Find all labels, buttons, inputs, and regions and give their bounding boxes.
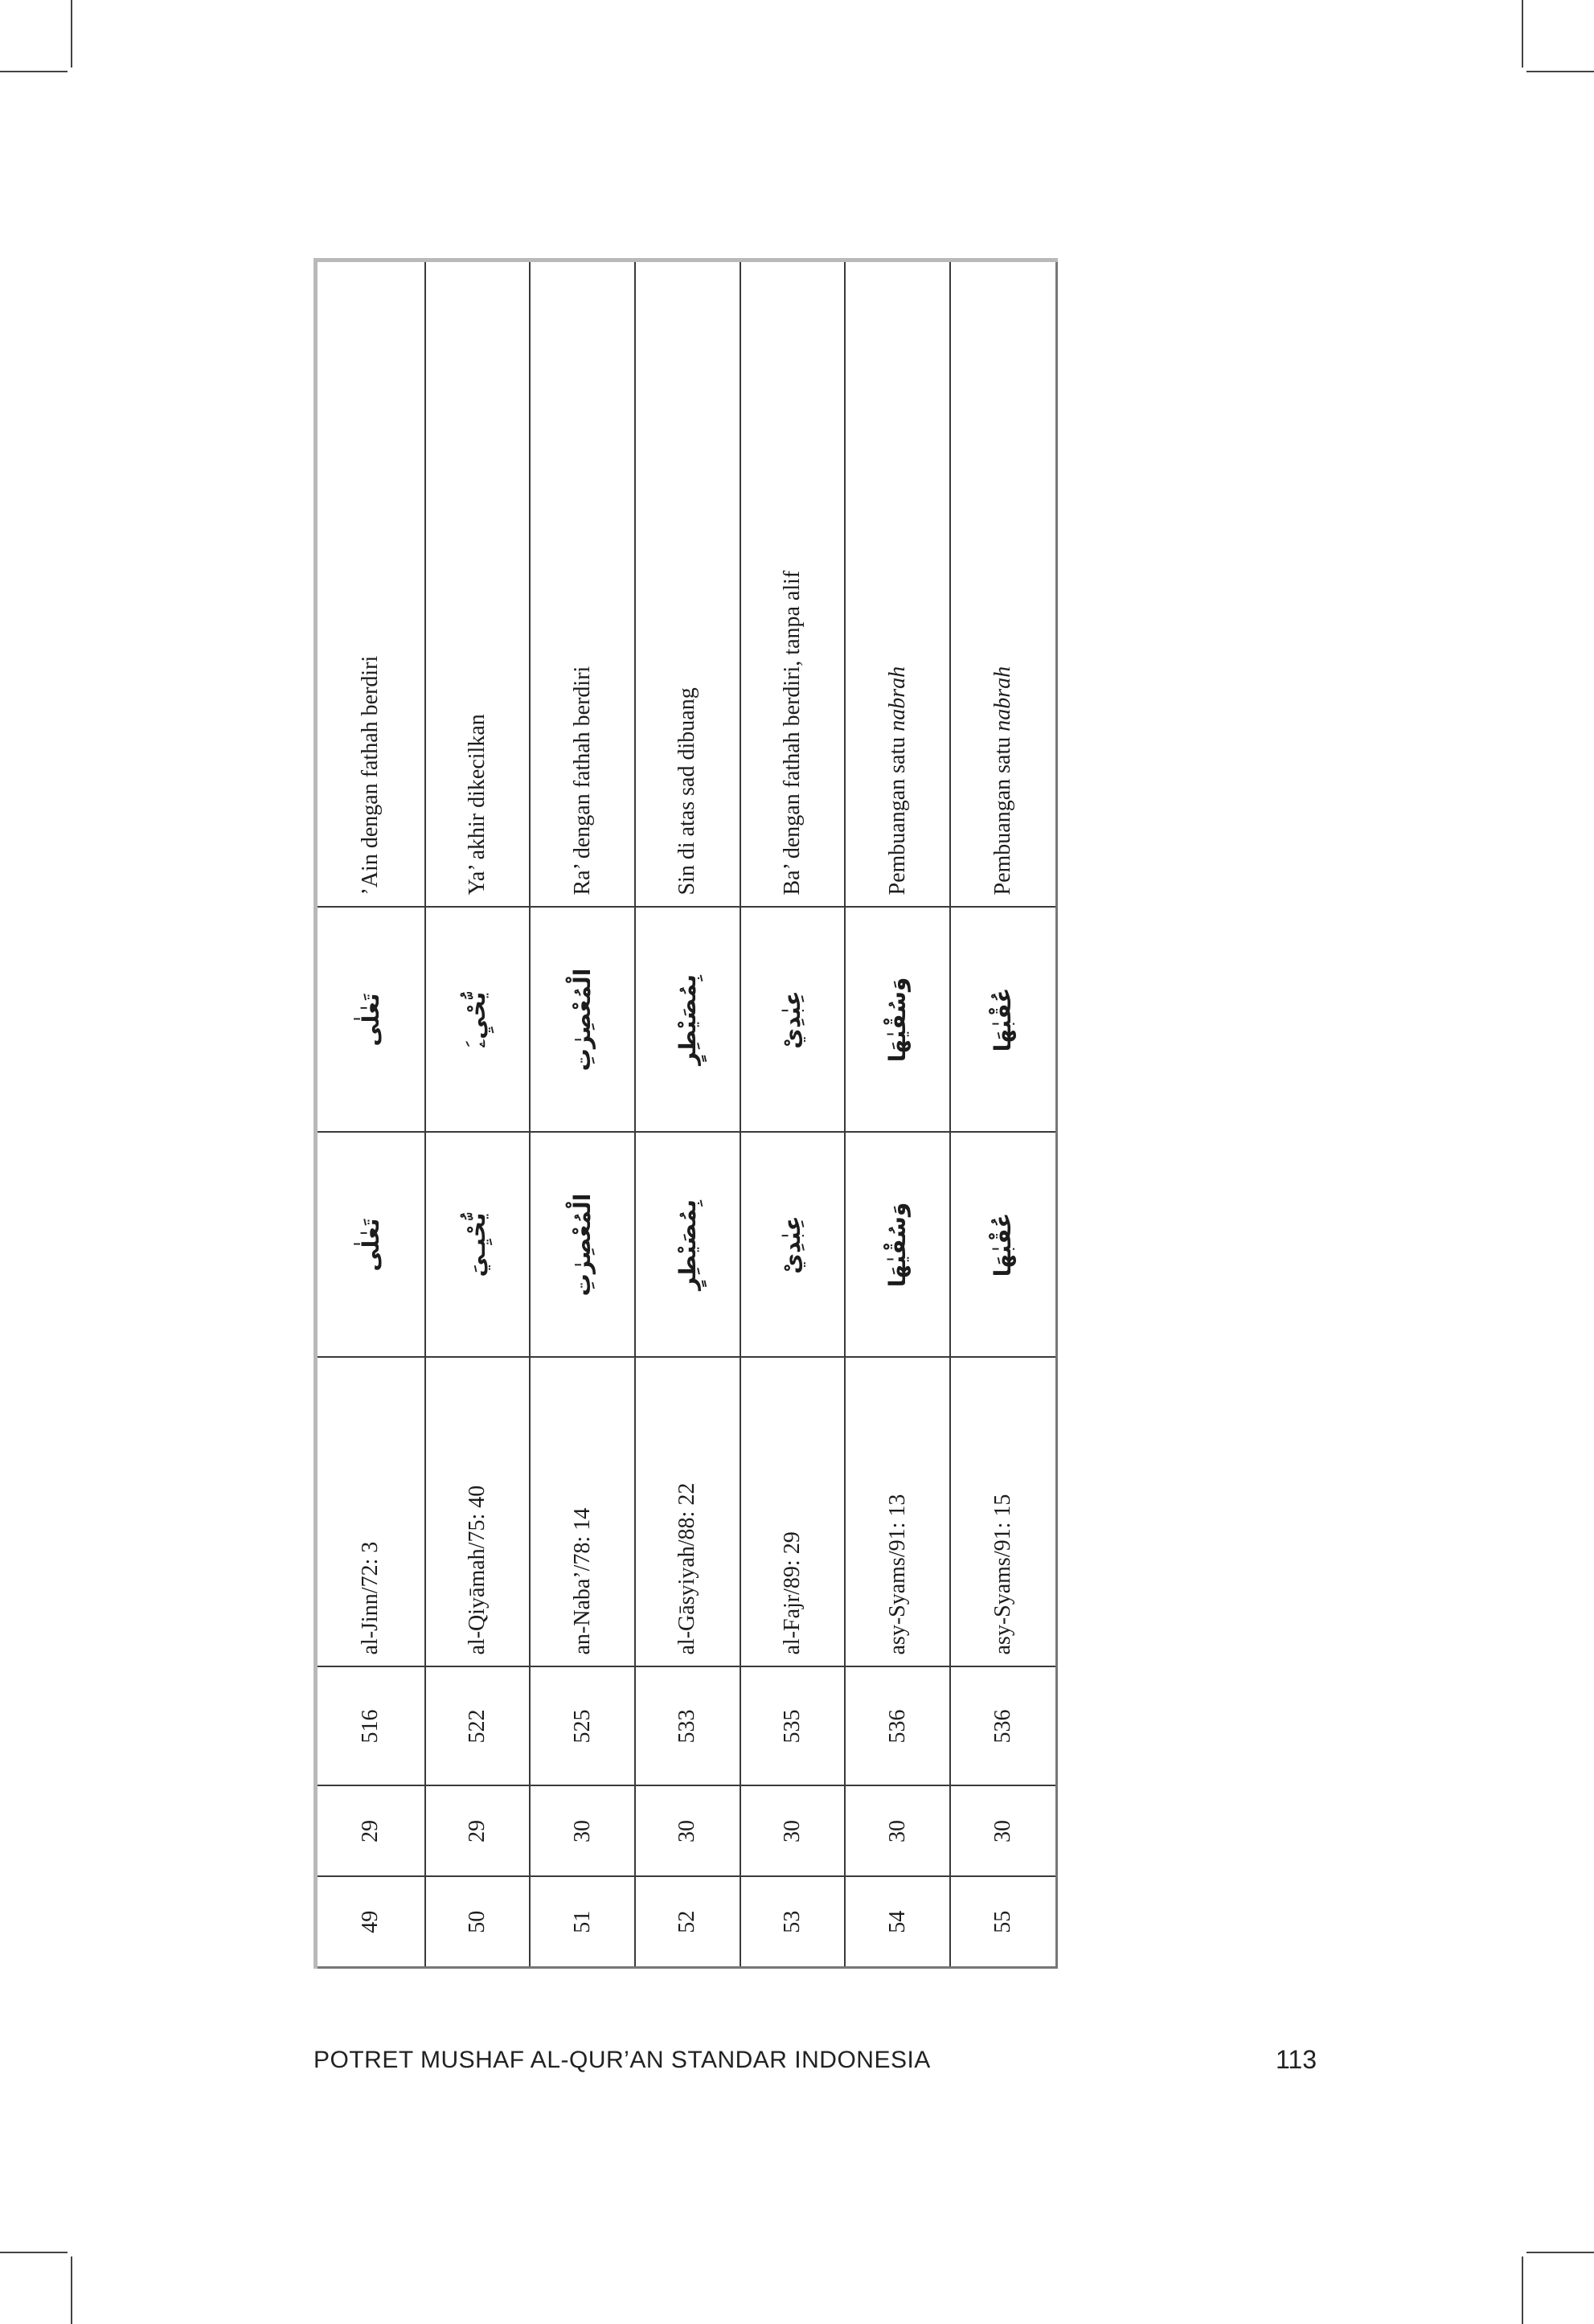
row-number: 55 (950, 1877, 1057, 1968)
description: Sin di atas sad dibuang (635, 260, 740, 908)
juz-number: 30 (845, 1786, 950, 1877)
crop-mark (1526, 71, 1594, 72)
juz-number: 30 (635, 1786, 740, 1877)
row-number: 54 (845, 1877, 950, 1968)
description: Pembuangan satu nabrah (845, 260, 950, 908)
description: ’Ain dengan fathah berdiri (316, 260, 425, 908)
running-footer-title: POTRET MUSHAF AL-QUR’AN STANDAR INDONESIA (313, 2047, 931, 2073)
surah-verse: al-Fajr/89: 29 (740, 1358, 846, 1667)
row-number: 53 (740, 1877, 846, 1968)
page-ref: 516 (316, 1667, 425, 1786)
surah-verse: asy-Syams/91: 15 (950, 1358, 1057, 1667)
page-ref: 522 (425, 1667, 531, 1786)
surah-verse: asy-Syams/91: 13 (845, 1358, 950, 1667)
arabic-word-b: عِبٰدِيْ (740, 908, 846, 1133)
arabic-word-a: عُقْبٰهَا (950, 1133, 1057, 1358)
arabic-word-a: تَعٰلٰى (316, 1133, 425, 1358)
row-number: 49 (316, 1877, 425, 1968)
crop-mark (1526, 2252, 1594, 2253)
crop-mark (71, 2256, 72, 2324)
juz-number: 30 (530, 1786, 635, 1877)
arabic-word-a: بِمُصَيْطِرٍ (635, 1133, 740, 1358)
arabic-word-a: وَسُقْيٰهَا (845, 1133, 950, 1358)
page-ref: 535 (740, 1667, 846, 1786)
juz-number: 29 (425, 1786, 531, 1877)
table-row (530, 260, 635, 1968)
juz-number: 30 (950, 1786, 1057, 1877)
description: Ra’ dengan fathah berdiri (530, 260, 635, 908)
table-row (316, 260, 425, 1968)
crop-mark (1522, 2256, 1523, 2324)
juz-number: 29 (316, 1786, 425, 1877)
row-number: 50 (425, 1877, 531, 1968)
surah-verse: al-Qiyāmah/75: 40 (425, 1358, 531, 1667)
juz-number: 30 (740, 1786, 846, 1877)
arabic-word-b: يُّحْيِۦَ (425, 908, 531, 1133)
page-number: 113 (1276, 2045, 1317, 2074)
page-ref: 536 (950, 1667, 1057, 1786)
table-body (316, 260, 1057, 1968)
crop-mark (0, 2252, 68, 2253)
description: Pembuangan satu nabrah (950, 260, 1057, 908)
table-row (740, 260, 846, 1968)
description: Ba’ dengan fathah berdiri, tanpa alif (740, 260, 846, 908)
crop-mark (71, 0, 72, 68)
crop-mark (1522, 0, 1523, 68)
arabic-word-b: الْمُعْصِرٰتِ (530, 908, 635, 1133)
surah-verse: al-Gāsyiyah/88: 22 (635, 1358, 740, 1667)
arabic-word-a: عِبٰدِيْ (740, 1133, 846, 1358)
description: Ya’ akhir dikecilkan (425, 260, 531, 908)
table-row (635, 260, 740, 1968)
surah-verse: al-Jinn/72: 3 (316, 1358, 425, 1667)
rasm-comparison-table (313, 261, 1058, 1969)
row-number: 51 (530, 1877, 635, 1968)
arabic-word-a: الْمُعْصِرٰتِ (530, 1133, 635, 1358)
page-ref: 536 (845, 1667, 950, 1786)
table (313, 258, 1058, 1969)
page-ref: 525 (530, 1667, 635, 1786)
arabic-word-b: بِمُصَيْطِرٍ (635, 908, 740, 1133)
arabic-word-a: يُّحْيِـيَ (425, 1133, 531, 1358)
table-row (845, 260, 950, 1968)
table-row (950, 260, 1057, 1968)
crop-mark (0, 71, 68, 72)
surah-verse: an-Naba’/78: 14 (530, 1358, 635, 1667)
row-number: 52 (635, 1877, 740, 1968)
arabic-word-b: تَعٰلٰى (316, 908, 425, 1133)
page-ref: 533 (635, 1667, 740, 1786)
arabic-word-b: عُقْبٰهَا (950, 908, 1057, 1133)
arabic-word-b: وَسُقْيٰهَا (845, 908, 950, 1133)
table-row (425, 260, 531, 1968)
